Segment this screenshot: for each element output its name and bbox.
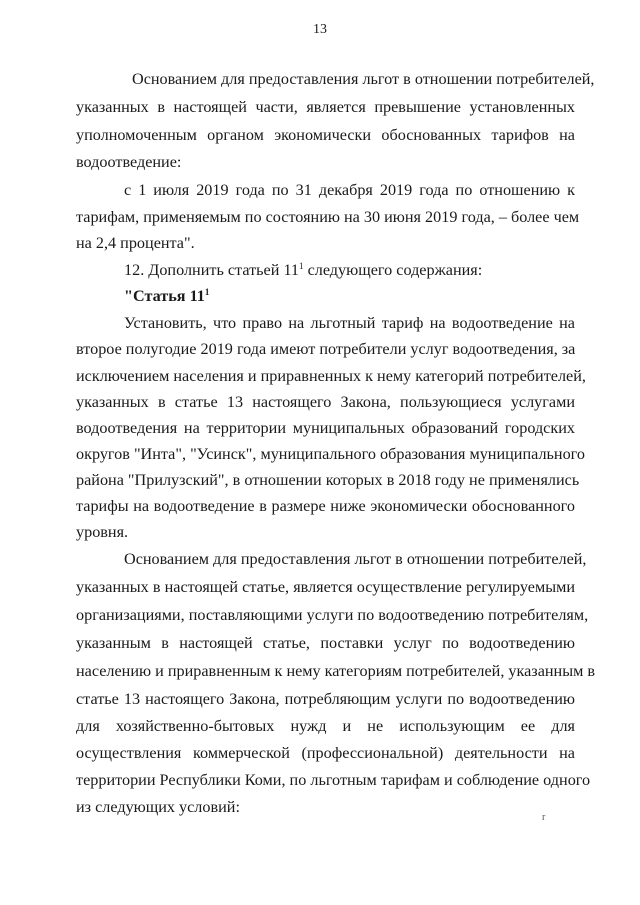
article-title: "Статья 11 <box>124 287 205 305</box>
text-line: округов "Инта", "Усинск", муниципального образования муниципального <box>76 445 585 463</box>
text-line: Основанием для предоставления льгот в отношении потребителей, <box>124 550 587 568</box>
text-line: для хозяйственно-бытовых нужд и не использующим ее для <box>76 717 575 735</box>
page-number: 13 <box>313 22 327 37</box>
text-line: второе полугодие 2019 года имеют потребители услуг водоотведения, за <box>76 340 576 358</box>
text-line: статье 13 настоящего Закона, потребляющим услуги по водоотведению <box>76 690 575 708</box>
text-line: указанных в настоящей части, является превышение установленных <box>76 98 575 116</box>
amendment-text: 12. Дополнить статьей 11 <box>124 261 300 279</box>
text-line: тарифы на водоотведение в размере ниже экономически обоснованного <box>76 497 575 515</box>
text-line: указанным в настоящей статье, поставки услуг по водоотведению <box>76 634 575 652</box>
text-line: из следующих условий: <box>76 798 240 816</box>
text-line: водоотведение: <box>76 153 182 171</box>
scan-mark: r <box>542 812 546 823</box>
text-line: осуществления коммерческой (профессиональной) деятельности на <box>76 744 575 762</box>
text-line: указанных в настоящей статье, является осуществление регулируемыми <box>76 578 575 596</box>
text-line: Основанием для предоставления льгот в отношении потребителей, <box>132 70 595 88</box>
text-line: организациями, поставляющими услуги по водоотведению потребителям, <box>76 606 589 624</box>
amendment-item-12 <box>124 260 575 280</box>
superscript: 1 <box>204 287 210 297</box>
text-line: водоотведения на территории муниципальных образований городских <box>76 419 575 437</box>
text-line: тарифам, применяемым по состоянию на 30 июня 2019 года, – более чем <box>76 208 580 226</box>
text-line: Установить, что право на льготный тариф на водоотведение на <box>124 314 575 332</box>
text-line: населению и приравненным к нему категориям потребителей, указанным в <box>76 662 596 680</box>
text-line: указанных в статье 13 настоящего Закона, пользующиеся услугами <box>76 393 575 411</box>
text-line: территории Республики Коми, по льготным тарифам и соблюдение одного <box>76 771 591 789</box>
text-line: уполномоченным органом экономически обоснованных тарифов на <box>76 126 575 144</box>
text-line: на 2,4 процента". <box>76 234 195 252</box>
text-line: с 1 июля 2019 года по 31 декабря 2019 года по отношению к <box>124 181 575 199</box>
amendment-text: следующего содержания: <box>303 261 483 279</box>
text-line: района "Прилузский", в отношении которых в 2018 году не применялись <box>76 471 580 489</box>
superscript: 1 <box>299 261 304 271</box>
text-line: уровня. <box>76 523 129 541</box>
text-line: исключением населения и приравненных к нему категорий потребителей, <box>76 367 586 385</box>
article-heading <box>124 286 575 306</box>
